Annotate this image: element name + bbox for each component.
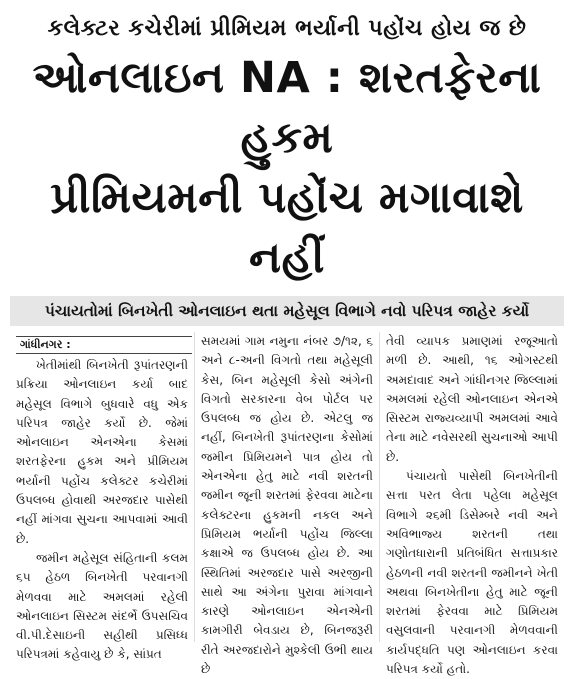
article-body — [10, 332, 564, 677]
article-column-2 — [194, 332, 379, 677]
kicker-headline: કલેક્ટર કચેરીમાં પ્રીમિયમ ભર્યાની પહોંચ હોય જ છે — [47, 16, 527, 41]
headline-line-1: ઓનલાઇન NA : શરતફેરના હુકમ — [32, 53, 542, 163]
paragraph: ખેતીમાંથી બિનખેતી રૂપાંતરણની પ્રક્રિયા ઓનલાઇન કર્યા બાદ મહેસૂલ વિભાગે બુધવારે વધુ એક પરિપત્ર જાહેર કર્યો છે. જેમાં ઓનલાઇન એનએના કેસમાં શરતફેરના હુકમ અને પ્રીમિયમ ભર્યાની પહોંચ કલેક્ટર કચેરીમાં ઉપલબ્ધ હોવાથી અરજદાર પાસેથી નહીં માંગવા સુચના આપવામાં આવી છે. — [16, 358, 188, 546]
article-column-3 — [379, 332, 564, 677]
paragraph: પંચાયતો પાસેથી બિનખેતીની સત્તા પરત લેતા પહેલા મહેસૂલ વિભાગે ૨૬મી ડિસેમ્બરે નવી અને અવિભાજ્ય શરતની તથા ગણોતધારાની પ્રતિબંધિત સત્તાપ્રકાર હેઠળની નવી શરતની જમીનને ખેતી અથવા બિનખેતીના હેતુ માટે જૂની શરતમાં ફેરવવા માટે પ્રિમિયમ વસુલવાની પરવાનગી મેળવવાની કાર્યપદ્ધતિ પણ ઓનલાઇન કરવા પરિપત્ર કર્યો હતો. — [386, 469, 558, 677]
headline-line-2: પ્રીમિયમની પહોંચ મગાવાશે નહીં — [50, 173, 524, 283]
main-headline — [10, 48, 564, 288]
paragraph: જમીન મહેસૂલ સંહિતાની કલમ ૬૫ હેઠળ બિનખેતી પરવાનગી મેળવવા માટે અમલમાં રહેલી ઓનલાઇન સિસ્ટમ સંદર્ભે ઉપસચિવ વી.પી.દેસાઇની સહીથી પ્રસિધ્ધ પરિપત્રમાં કહેવાયુ છે કે, સાંપ્રત — [16, 550, 188, 662]
article-column-1 — [10, 332, 194, 662]
subheadline-banner: પંચાયતોમાં બિનખેતી ઓનલાઇન થતા મહેસૂલ વિભાગે નવો પરિપત્ર જાહેર કર્યો — [10, 296, 564, 326]
dateline: ગાંધીનગર : — [16, 336, 192, 354]
paragraph: તેવી વ્યાપક પ્રમાણમાં રજૂઆતો મળી છે. આથી, ૧૬ ઓગસ્ટથી અમદાવાદ અને ગાંધીનગર જિલ્લામાં અમલમાં રહેલી ઓનલાઇન એનએ સિસ્ટમ રાજ્યવ્યાપી અમલમાં આવે તેના માટે નવેસરથી સુચનાઓ આપી છે. — [386, 334, 558, 464]
paragraph: સમયમાં ગામ નમુના નંબર ૭/૧૨, ૬ અને ૮-અની વિગતો તથા મહેસૂલી કેસ, બિન મહેસૂલી કેસો અંગેની વિગતો સરકારના વેબ પોર્ટલ પર ઉપલબ્ધ જ હોય છે. એટલુ જ નહીં, બિનખેતી રૂપાંતરણના કેસોમાં જમીન પ્રિમિયમને પાત્ર હોય તો એનએના હેતુ માટે નવી શરતની જમીન જૂની શરતમાં ફેરવવા માટેના કલેક્ટરના હુકમની નકલ અને પ્રિમિયમ ભર્યાની પહોંચ જિલ્લા કક્ષાએ જ ઉપલબ્ધ હોય છે. આ સ્થિતિમાં અરજદાર પાસે અરજીની સાથે આ અંગેના પુરાવા માંગવાને કારણે ઓનલાઇન એનએની કામગીરી બેવડાય છે, બિનજરૂરી રીતે અરજદારોને મુશ્કેલી ઉભી થાય છે — [201, 334, 373, 677]
